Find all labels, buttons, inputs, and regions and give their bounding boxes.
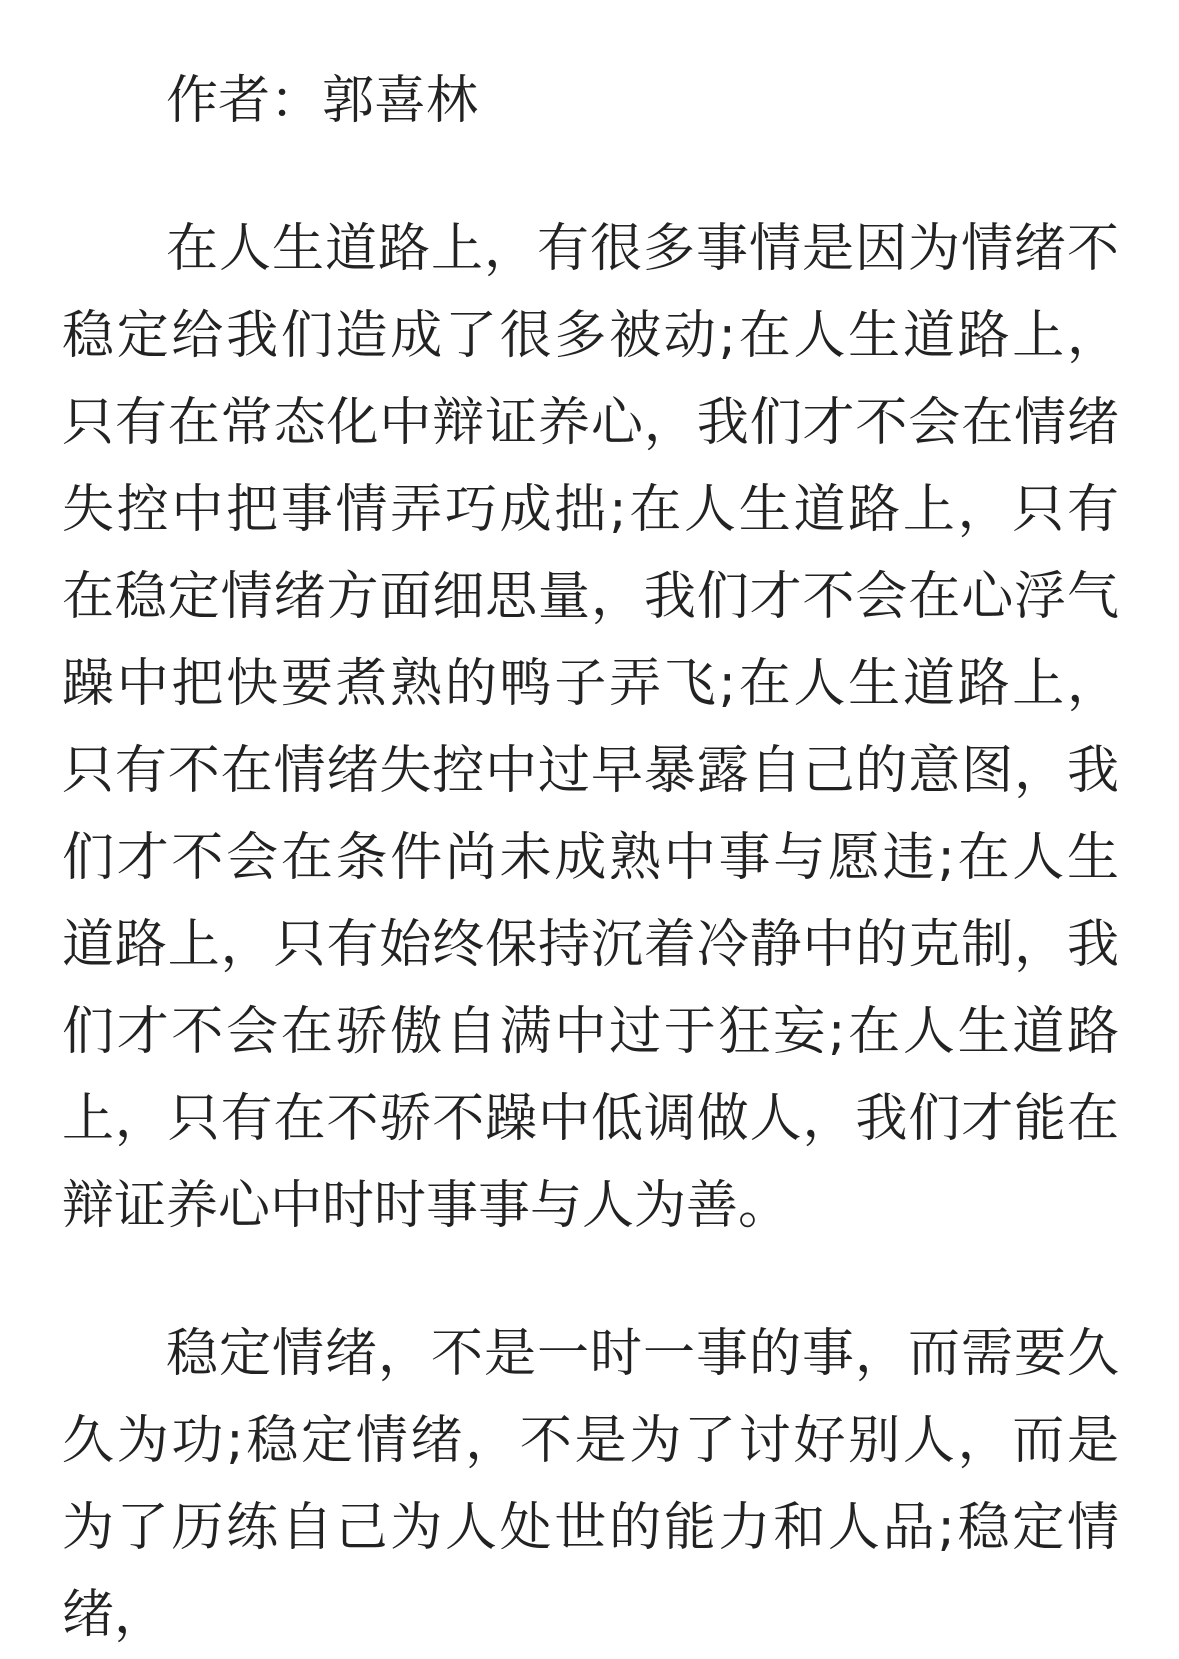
paragraph-2: 稳定情绪，不是一时一事的事，而需要久久为功;稳定情绪，不是为了讨好别人，而是为了历练自己为人处世的能力和人品;稳定情绪， xyxy=(62,1324,1119,1645)
article-body xyxy=(62,58,1119,1659)
paragraph-1: 在人生道路上，有很多事情是因为情绪不稳定给我们造成了很多被动;在人生道路上，只有在常态化中辩证养心，我们才不会在情绪失控中把事情弄巧成拙;在人生道路上，只有在稳定情绪方面细思量，我们才不会在心浮气躁中把快要煮熟的鸭子弄飞;在人生道路上，只有不在情绪失控中过早暴露自己的意图，我们才不会在条件尚未成熟中事与愿违;在人生道路上，只有始终保持沉着冷静中的克制，我们才不会在骄傲自满中过于狂妄;在人生道路上，只有在不骄不躁中低调做人，我们才能在辩证养心中时时事事与人为善。 xyxy=(62,219,1119,1236)
author-line: 作者：郭喜林 xyxy=(166,71,479,131)
